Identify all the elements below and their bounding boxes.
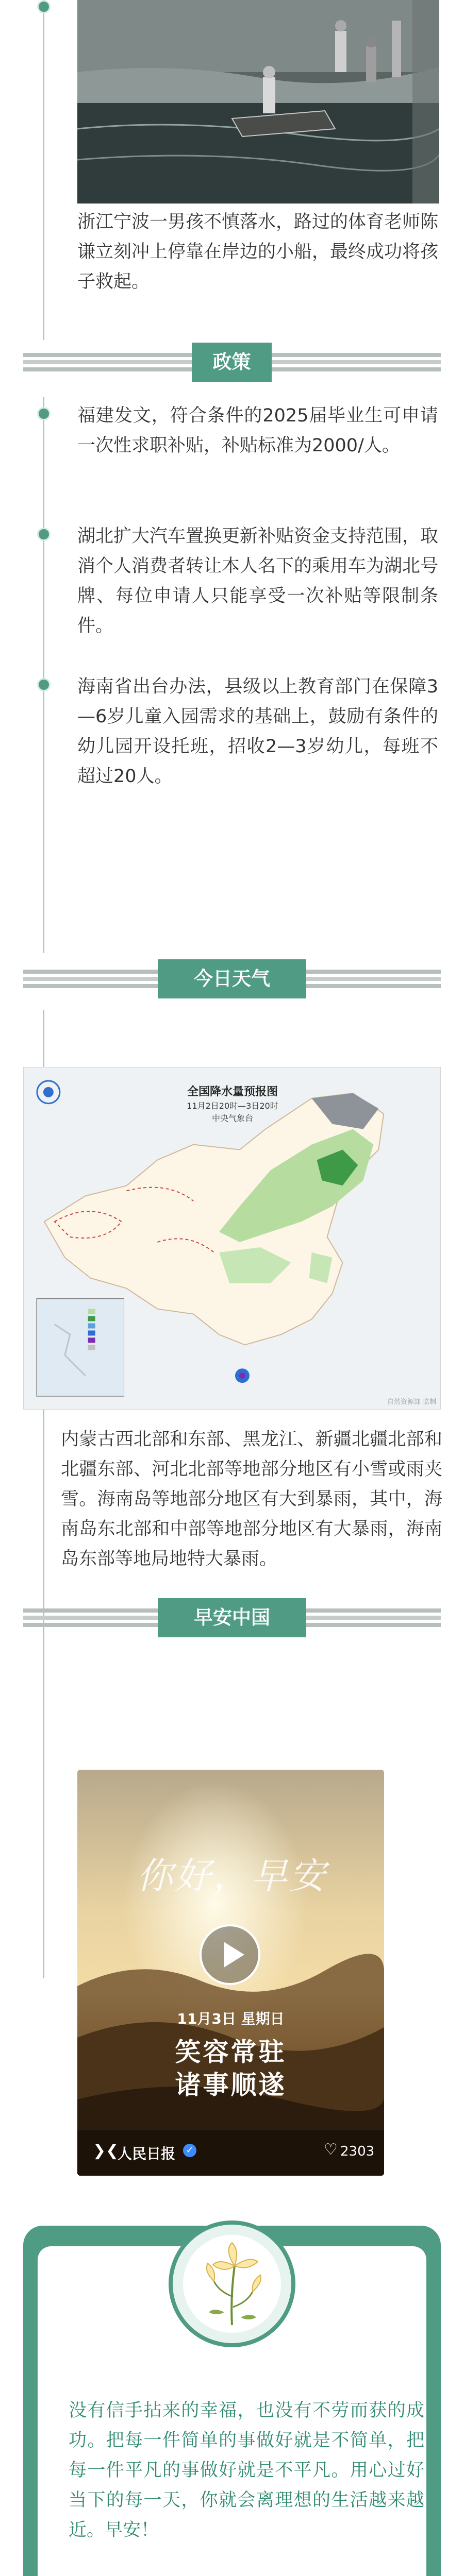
video-publisher[interactable]: 人民日报: [118, 2145, 176, 2162]
policy-item-2: 湖北扩大汽车置换更新补贴资金支持范围，取消个人消费者转让本人名下的乘用车为湖北号牌、每位申请人只能享受一次补贴等限制条件。: [77, 526, 439, 636]
policy-dot-2: [37, 528, 51, 541]
lily-badge: [169, 2221, 295, 2347]
policy-dot-3: [37, 678, 51, 691]
video-date: 11月3日 星期日: [177, 2010, 285, 2027]
play-icon: [224, 1942, 244, 1968]
map-source: 中央气象台: [211, 1113, 253, 1123]
map-watermark: 自然资源部 监制: [387, 1398, 436, 1406]
quote-card: [23, 2226, 441, 2576]
news-photo: [77, 0, 439, 204]
verified-icon: ✓: [183, 2144, 196, 2157]
policy-header: 政策: [192, 343, 272, 382]
play-button[interactable]: [200, 1924, 260, 1985]
timeline-line-policy: [43, 397, 44, 953]
weather-header: 今日天气: [158, 959, 306, 998]
morning-video[interactable]: [77, 1770, 384, 2176]
publisher-logo-icon: ❯❮: [93, 2142, 119, 2160]
like-icon[interactable]: ♡: [324, 2141, 338, 2159]
policy-item-3: 海南省出台办法，县级以上教育部门在保障3—6岁儿童入园需求的基础上，鼓励有条件的幼儿园开设托班，招收2—3岁幼儿，每班不超过20人。: [77, 676, 438, 787]
policy-item-1: 福建发文，符合条件的2025届毕业生可申请一次性求职补贴，补贴标准为2000/人。: [77, 405, 438, 456]
weather-map: [23, 1067, 441, 1410]
news-text: 浙江宁波一男孩不慎落水，路过的体育老师陈谦立刻冲上停靠在岸边的小船，最终成功将孩子救起。: [77, 212, 439, 292]
quote-text: 没有信手拈来的幸福，也没有不劳而获的成功。把每一件简单的事做好就是不简单，把每一件平凡的事做好就是不平凡。用心过好当下的每一天，你就会离理想的生活越来越近。早安！: [69, 2400, 424, 2540]
video-likes: 2303: [340, 2144, 375, 2159]
weather-text: 内蒙古西北部和东部、黑龙江、新疆北疆北部和北疆东部、河北北部等地部分地区有小雪或雨夹雪。海南岛等地部分地区有大到暴雨，其中，海南岛东北部和中部等地部分地区有大暴雨，海南岛东部等地局地特大暴雨。: [61, 1429, 442, 1569]
map-title: 全国降水量预报图: [187, 1086, 278, 1098]
policy-dot-1: [37, 407, 51, 420]
video-calligraphy: 你好，早安: [137, 1855, 327, 1897]
lily-icon: [183, 2235, 281, 2333]
video-line2: 诸事顺遂: [175, 2070, 287, 2100]
video-line1: 笑容常驻: [175, 2037, 287, 2067]
map-subtitle: 11月2日20时—3日20时: [187, 1101, 278, 1111]
timeline-line-top: [43, 0, 44, 340]
morning-header: 早安中国: [158, 1598, 306, 1637]
timeline-dot: [37, 0, 51, 13]
